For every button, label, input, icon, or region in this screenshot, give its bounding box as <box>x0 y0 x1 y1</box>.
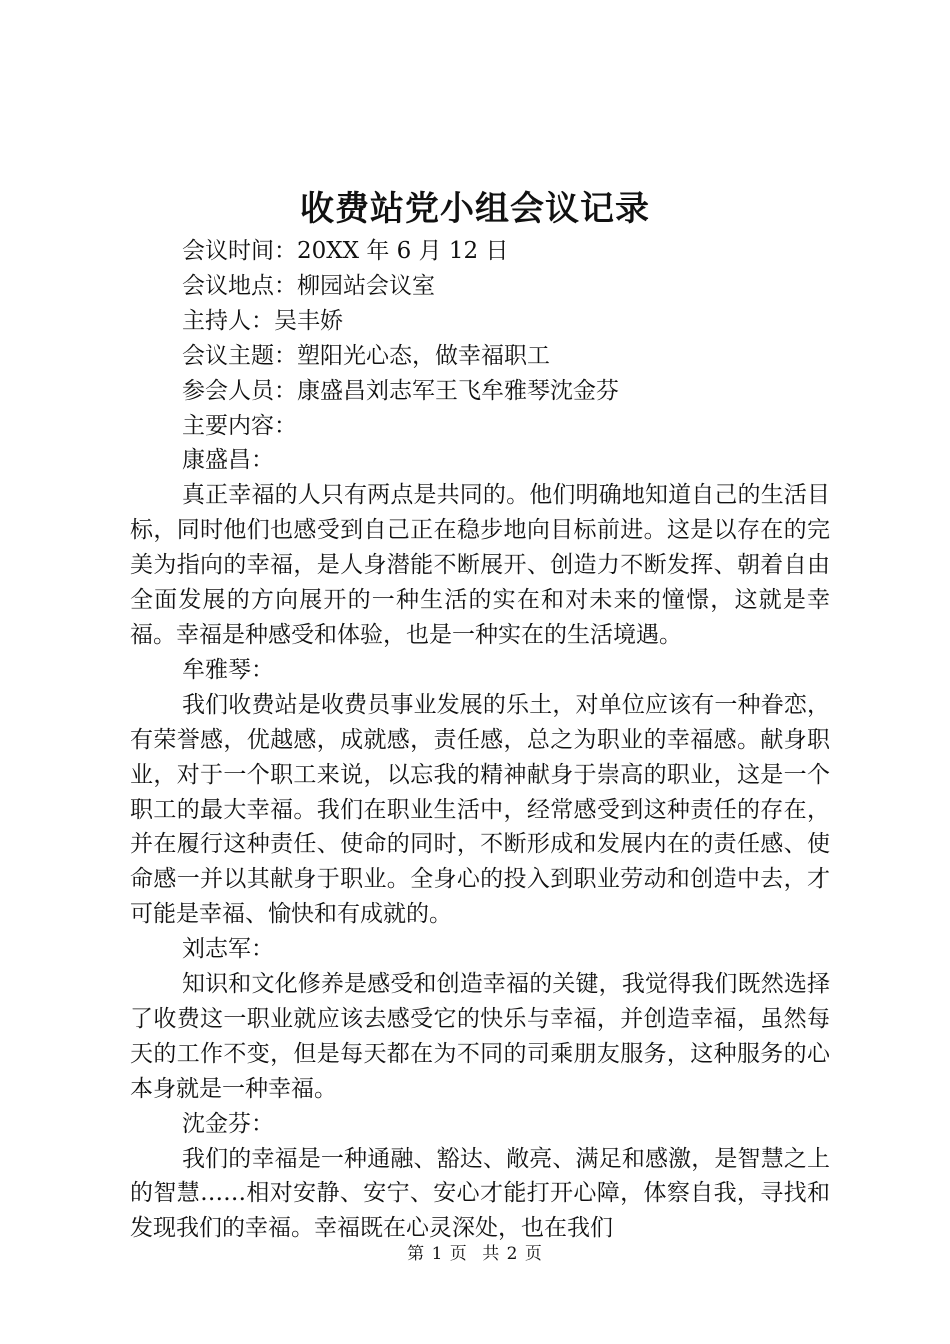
page-total: 共 2 页 <box>482 1244 543 1264</box>
meta-attendees: 参会人员：康盛昌刘志军王飞牟雅琴沈金芬 <box>182 377 619 404</box>
speaker-name: 牟雅琴： <box>182 656 274 683</box>
meta-date: 会议时间：20XX 年 6 月 12 日 <box>182 238 509 264</box>
page-number: 第 1 页 <box>407 1244 468 1264</box>
meta-theme: 会议主题：塑阳光心态，做幸福职工 <box>182 342 550 369</box>
document-title: 收费站党小组会议记录 <box>300 189 650 229</box>
speaker-name: 康盛昌： <box>182 447 274 474</box>
meta-host: 主持人：吴丰娇 <box>182 307 343 334</box>
speaker-paragraph: 我们的幸福是一种通融、豁达、敞亮、满足和感激，是智慧之上的智慧……相对安静、安宁、安心才能打开心障，体察自我，寻找和发现我们的幸福。幸福既在心灵深处，也在我们 <box>130 1145 830 1242</box>
speaker-name: 刘志军： <box>182 936 274 963</box>
speaker-paragraph: 知识和文化修养是感受和创造幸福的关键，我觉得我们既然选择了收费这一职业就应该去感受它的快乐与幸福，并创造幸福，虽然每天的工作不变，但是每天都在为不同的司乘朋友服务，这种服务的心本身就是一种幸福。 <box>130 971 830 1102</box>
speaker-paragraph: 我们收费站是收费员事业发展的乐土，对单位应该有一种眷恋，有荣誉感，优越感，成就感，责任感，总之为职业的幸福感。献身职业，对于一个职工来说，以忘我的精神献身于崇高的职业，这是一个职工的最大幸福。我们在职业生活中，经常感受到这种责任的存在，并在履行这种责任、使命的同时，不断形成和发展内在的责任感、使命感一并以其献身于职业。全身心的投入到职业劳动和创造中去，才可能是幸福、愉快和有成就的。 <box>130 691 830 928</box>
meta-content-heading: 主要内容： <box>182 412 297 439</box>
document-body <box>130 234 830 1246</box>
meta-location: 会议地点：柳园站会议室 <box>182 272 435 299</box>
speaker-paragraph: 真正幸福的人只有两点是共同的。他们明确地知道自己的生活目标，同时他们也感受到自己正在稳步地向目标前进。这是以存在的完美为指向的幸福，是人身潜能不断展开、创造力不断发挥、朝着自由全面发展的方向展开的一种生活的实在和对未来的憧憬，这就是幸福。幸福是种感受和体验，也是一种实在的生活境遇。 <box>130 482 830 648</box>
page-footer <box>0 1242 950 1266</box>
speaker-name: 沈金芬： <box>182 1110 274 1137</box>
